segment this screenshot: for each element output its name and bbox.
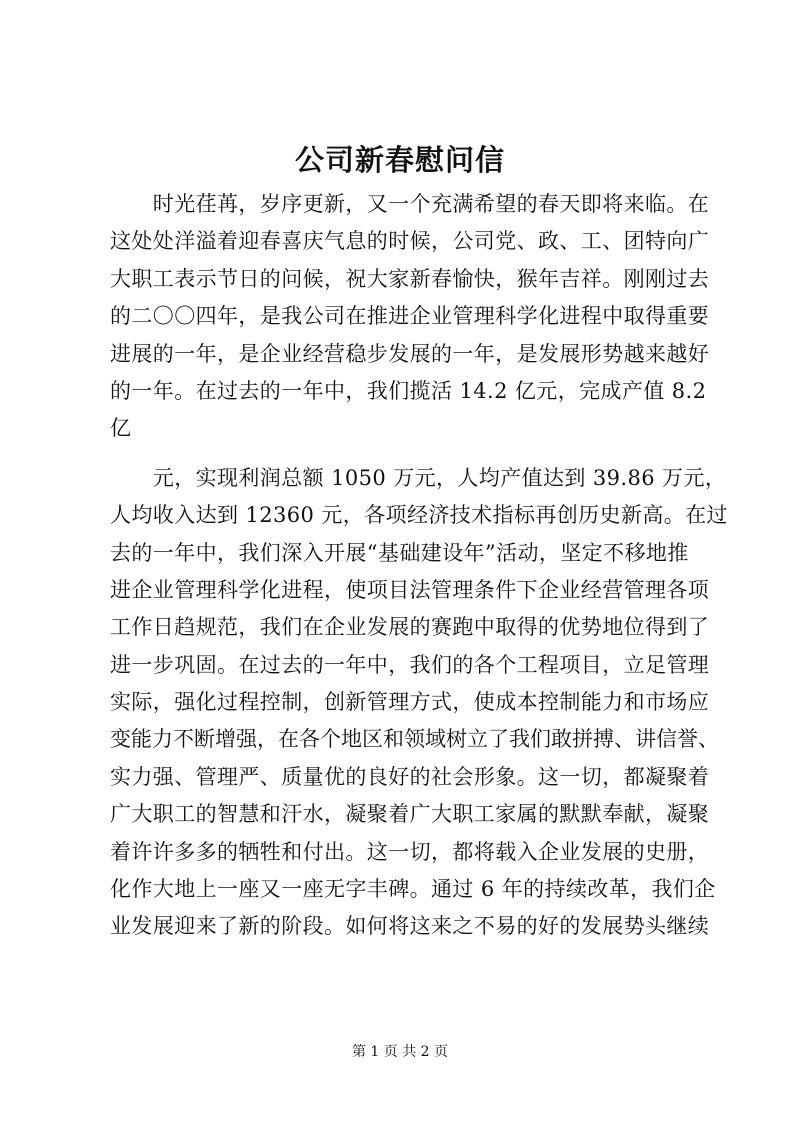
body-line: 去的一年中，我们深入开展“基础建设年”活动，坚定不移地推 — [110, 540, 689, 565]
body-line: 这处处洋溢着迎春喜庆气息的时候，公司党、政、工、团特向广 — [110, 229, 710, 254]
document-title: 公司新春慰问信 — [294, 143, 505, 177]
body-line: 元，实现利润总额 1050 万元，人均产值达到 39.86 万元， — [110, 465, 727, 490]
paragraph-gap — [110, 448, 710, 460]
body-line: 的二〇〇四年，是我公司在推进企业管理科学化进程中取得重要 — [110, 304, 710, 329]
body-line: 实际，强化过程控制，创新管理方式，使成本控制能力和市场应 — [110, 690, 710, 715]
body-line: 工作日趋规范，我们在企业发展的赛跑中取得的优势地位得到了 — [110, 615, 710, 640]
page-footer: 第 1 页 共 2 页 — [351, 1044, 449, 1060]
body-line: 大职工表示节日的问候，祝大家新春愉快，猴年吉祥。刚刚过去 — [110, 266, 710, 291]
body-line: 的一年。在过去的一年中，我们揽活 14.2 亿元，完成产值 8.2 — [110, 378, 707, 403]
body-line: 实力强、管理严、质量优的良好的社会形象。这一切，都凝聚着 — [110, 764, 710, 789]
body-line: 进展的一年，是企业经营稳步发展的一年，是发展形势越来越好 — [110, 341, 710, 366]
body-line: 时光荏苒，岁序更新，又一个充满希望的春天即将来临。在 — [110, 192, 710, 216]
body-line: 进企业管理科学化进程，使项目法管理条件下企业经营管理各项 — [110, 577, 710, 602]
body-line: 着许许多多的牺牲和付出。这一切，都将载入企业发展的史册， — [110, 839, 710, 864]
body-line: 亿 — [110, 416, 132, 441]
body-line: 广大职工的智慧和汗水，凝聚着广大职工家属的默默奉献，凝聚 — [110, 802, 710, 827]
body-line: 业发展迎来了新的阶段。如何将这来之不易的好的发展势头继续 — [110, 914, 710, 939]
body-line: 化作大地上一座又一座无字丰碑。通过 6 年的持续改革，我们企 — [110, 877, 716, 902]
document-body — [110, 186, 728, 946]
body-line: 进一步巩固。在过去的一年中，我们的各个工程项目，立足管理 — [110, 652, 710, 677]
body-line: 变能力不断增强，在各个地区和领域树立了我们敢拼搏、讲信誉、 — [110, 727, 719, 752]
body-line: 人均收入达到 12360 元，各项经济技术指标再创历史新高。在过 — [110, 503, 728, 528]
